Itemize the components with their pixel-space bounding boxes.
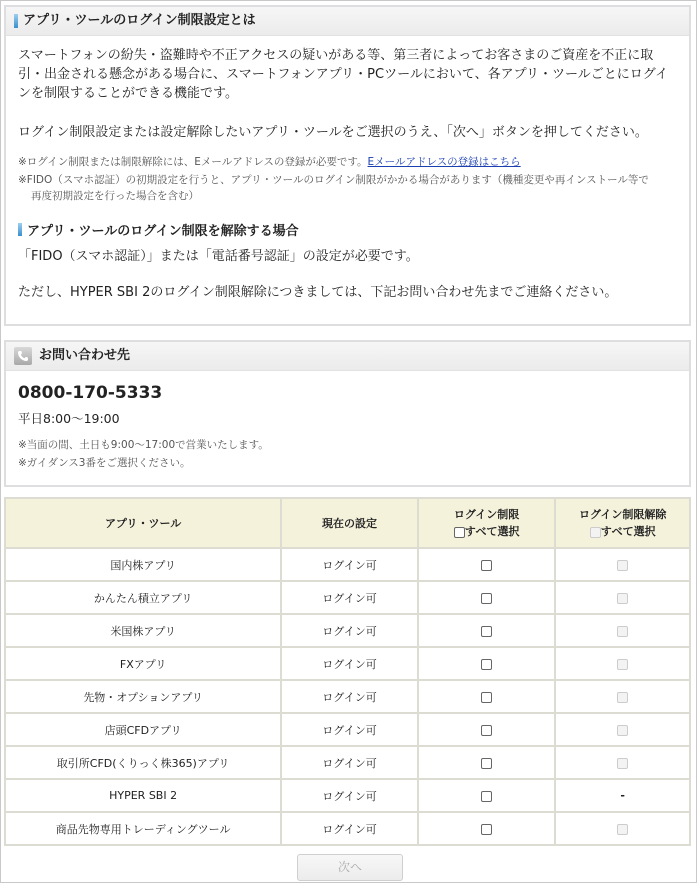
current-status: ログイン可	[281, 680, 418, 713]
login-restriction-info-panel	[4, 5, 691, 326]
guidance-note: ※ガイダンス3番をご選択ください。	[18, 457, 191, 469]
restrict-checkbox[interactable]	[481, 659, 492, 670]
release-checkbox	[617, 659, 628, 670]
restrict-checkbox[interactable]	[481, 725, 492, 736]
current-status: ログイン可	[281, 713, 418, 746]
current-status: ログイン可	[281, 779, 418, 812]
restrict-select-all[interactable]: すべて選択	[454, 525, 520, 538]
current-status: ログイン可	[281, 746, 418, 779]
current-status: ログイン可	[281, 581, 418, 614]
restrict-checkbox[interactable]	[481, 692, 492, 703]
email-note: ※ログイン制限または制限解除には、Eメールアドレスの登録が必要です。Eメールアドレスの登録はこちら	[18, 156, 521, 168]
next-button[interactable]: 次へ	[297, 854, 403, 881]
table-row	[5, 647, 690, 680]
tool-name: HYPER SBI 2	[5, 779, 281, 812]
table-header-row	[5, 498, 690, 548]
tool-name: 先物・オプションアプリ	[5, 680, 281, 713]
table-row	[5, 746, 690, 779]
current-status: ログイン可	[281, 548, 418, 581]
email-registration-link[interactable]: Eメールアドレスの登録はこちら	[367, 156, 521, 168]
restrict-checkbox[interactable]	[481, 791, 492, 802]
blue-bar-icon	[14, 14, 18, 28]
table-row	[5, 581, 690, 614]
weekend-note: ※当面の間、土日も9:00～17:00で営業いたします。	[18, 439, 269, 451]
restrict-checkbox[interactable]	[481, 626, 492, 637]
phone-icon	[14, 347, 32, 365]
table-row	[5, 548, 690, 581]
description-text: スマートフォンの紛失・盗難時や不正アクセスの疑いがある等、第三者によってお客さまのご資産を不正に取引・出金される懸念がある場合に、スマートフォンアプリ・PCツールにおいて、各アプリ・ツールごとにログインを制限することができる機能です。	[18, 48, 669, 101]
release-not-applicable: -	[555, 779, 690, 812]
tool-name: かんたん積立アプリ	[5, 581, 281, 614]
restrict-checkbox[interactable]	[481, 824, 492, 835]
release-checkbox	[617, 626, 628, 637]
phone-number: 0800-170-5333	[18, 383, 163, 403]
contact-title: お問い合わせ先	[39, 348, 131, 363]
hyper-sbi-note: ただし、HYPER SBI 2のログイン制限解除につきましては、下記お問い合わせ先までご連絡ください。	[18, 285, 618, 300]
column-header-tool: アプリ・ツール	[5, 498, 281, 548]
current-status: ログイン可	[281, 614, 418, 647]
restrict-select-all-checkbox[interactable]	[454, 527, 465, 538]
column-header-current: 現在の設定	[281, 498, 418, 548]
restrict-checkbox[interactable]	[481, 593, 492, 604]
app-tool-table	[4, 497, 691, 846]
tool-name: 米国株アプリ	[5, 614, 281, 647]
contact-panel	[4, 340, 691, 487]
tool-name: 取引所CFD(くりっく株365)アプリ	[5, 746, 281, 779]
blue-bar-icon	[18, 223, 22, 236]
restrict-checkbox[interactable]	[481, 560, 492, 571]
current-status: ログイン可	[281, 812, 418, 845]
release-checkbox	[617, 593, 628, 604]
release-subheading: アプリ・ツールのログイン制限を解除する場合	[18, 220, 677, 239]
release-checkbox	[617, 692, 628, 703]
release-checkbox	[617, 560, 628, 571]
current-status: ログイン可	[281, 647, 418, 680]
release-checkbox	[617, 824, 628, 835]
release-requirement-text: 「FIDO（スマホ認証）」または「電話番号認証」の設定が必要です。	[18, 249, 419, 264]
table-row	[5, 614, 690, 647]
instruction-text: ログイン制限設定または設定解除したいアプリ・ツールをご選択のうえ、「次へ」ボタンを押してください。	[18, 125, 648, 140]
column-header-release: ログイン制限解除 すべて選択	[555, 498, 690, 548]
table-row	[5, 812, 690, 845]
tool-name: 商品先物専用トレーディングツール	[5, 812, 281, 845]
release-checkbox	[617, 758, 628, 769]
release-select-all: すべて選択	[590, 525, 656, 538]
tool-name: FXアプリ	[5, 647, 281, 680]
panel-header	[6, 342, 689, 371]
restrict-checkbox[interactable]	[481, 758, 492, 769]
tool-name: 店頭CFDアプリ	[5, 713, 281, 746]
release-checkbox	[617, 725, 628, 736]
release-select-all-checkbox	[590, 527, 601, 538]
business-hours: 平日8:00～19:00	[18, 411, 120, 426]
tool-name: 国内株アプリ	[5, 548, 281, 581]
table-row	[5, 713, 690, 746]
table-row	[5, 680, 690, 713]
section-title: アプリ・ツールのログイン制限設定とは	[23, 13, 256, 28]
table-row	[5, 779, 690, 812]
fido-note: ※FIDO（スマホ認証）の初期設定を行うと、アプリ・ツールのログイン制限がかかる場合があります（機種変更や再インストール等で 再度初期設定を行った場合を含む）	[18, 174, 649, 202]
column-header-restrict: ログイン制限 すべて選択	[418, 498, 556, 548]
panel-header	[6, 7, 689, 36]
